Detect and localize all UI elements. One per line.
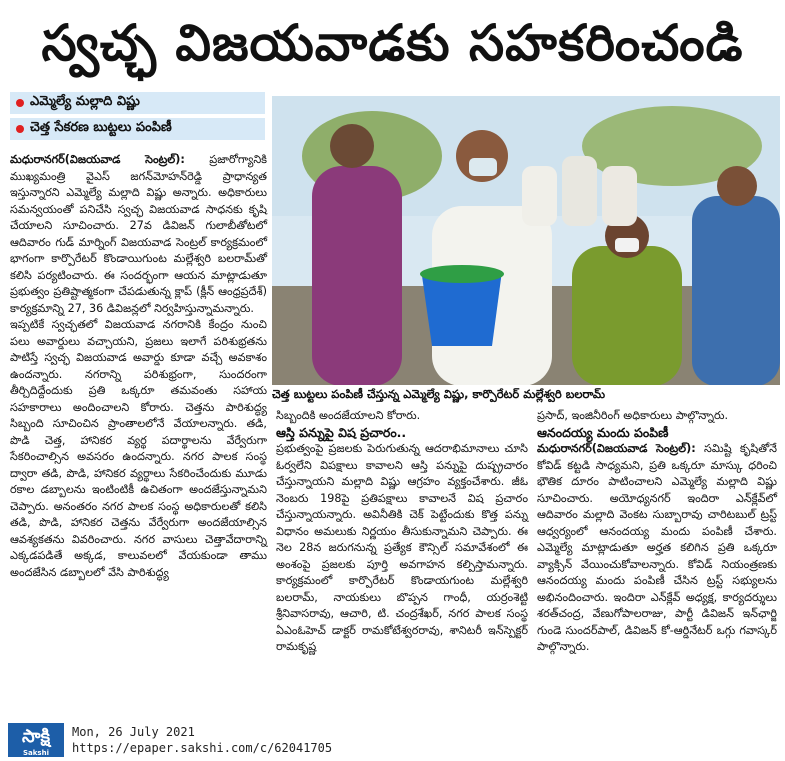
article-column-1 (10, 152, 267, 581)
edition-date: Mon, 26 July 2021 (72, 725, 195, 739)
logo-subtext: Sakshi (23, 749, 49, 757)
photo-caption: చెత్త బుట్టలు పంపిణీ చేస్తున్న ఎమ్మెల్యే విష్ణు, కార్పొరేటర్ మల్లేశ్వరి బలరామ్ (272, 385, 780, 403)
bullet-item (10, 92, 265, 114)
subheading: ఆనందయ్య మందు పంపిణీ (537, 424, 669, 440)
subheading: ఆస్తి పన్నుపై విష ప్రచారం.. (276, 424, 407, 440)
article-paragraph (10, 152, 267, 317)
headline: స్వచ్ఛ విజయవాడకు సహకరించండి (41, 14, 744, 72)
photo-illustration (272, 96, 780, 386)
dateline: మధురానగర్(విజయవాడ సెంట్రల్): (10, 153, 185, 166)
news-photo (272, 96, 780, 386)
bullet-text: ఎమ్మెల్యే మల్లాది విష్ణు (30, 94, 140, 109)
footer (0, 717, 785, 761)
article-column-3 (537, 408, 777, 656)
article-column-2 (276, 408, 528, 656)
article-paragraph: సిబ్బందికి అందజేయాలని కోరారు. (276, 409, 421, 422)
epaper-link[interactable]: https://epaper.sakshi.com/c/62041705 (72, 741, 333, 755)
article-paragraph (537, 441, 777, 656)
article-paragraph: ఇప్పటికే స్వచ్ఛతలో విజయవాడ నగరానికి కేంద్రం నుంచి పలు అవార్డులు వచ్చాయని, ప్రజలు ఇలాగే పరిశుభ్రతను పాటిస్తే స్వచ్ఛ విజయవాడ అవార్డు కూడా వచ్చే అవకాశం ఉందన్నారు. నగరాన్ని పరిశుభ్రంగా, సుందరంగా తీర్చిదిద్దేందుకు ప్రతి ఒక్కరూ తమవంతు సహాయ సహకారాలు అందించాలని కోరారు. చెత్తను పారిశుద్ధ్య సిబ్బంది సూచించిన ప్రాంతాలలోనే వేయాలన్నారు. తడి, పొడి చెత్త, హానికర వ్యర్థ పదార్థాలను వేర్వేరుగా సేకరించాల్సిన అవసరం ఉందన్నారు. నగర పాలక సంస్థ ద్వారా తడి, పొడి, హానికర వ్యర్థాలు సేకరించేందుకు మూడు రకాల డబ్బాలను ఇంటింటికీ ఉచితంగా అందజేస్తున్నామని చెప్పారు. అనంతరం నగర పాలక సంస్థ అధికారులతో కలిసి తడి, పొడి, హానికర చెత్తను వేర్వేరుగా అందజేయాల్సిన ఆవశ్యకతను వివరించారు. నగర వాసులు చెత్తావేదారాన్ని ఎక్కడపడితే అక్కడ, కాలువలలో వేయకుండా తాము అందజేసిన డబ్బాలలో వేసి పారిశుద్ధ్య (10, 318, 267, 579)
bullet-item (10, 118, 265, 140)
paragraph-text: ప్రజారోగ్యానికి ముఖ్యమంత్రి వైఎస్ జగన్‌మోహన్‌రెడ్డి ప్రాధాన్యత ఇస్తున్నారని ఎమ్మెల్యే మల్లాది విష్ణు అన్నారు. అధికారులు సమన్వయంతో పనిచేసి స్వచ్ఛ విజయవాడ సాధనకు కృషి చేయాలని సూచించారు. 27వ డివిజన్ గులాబీతోటలో ఆదివారం గుడ్ మార్నింగ్ విజయవాడ సెంట్రల్ కార్యక్రమంలో భాగంగా కార్పొరేటర్ కొండాయిగుంట మల్లేశ్వరి బలరామ్‌తో కలిసి పర్యటించారు. ఈ సందర్భంగా ఆయన మాట్లాడుతూ ప్రభుత్వం ప్రతిష్టాత్మకంగా చేపడుతున్న క్లాప్ (క్లీన్ ఆంధ్రప్రదేశ్) కార్యక్రమాన్ని 27, 36 డివిజన్లలో నిర్వహిస్తున్నామన్నారు. (10, 153, 268, 315)
paragraph-text: సమిష్టి కృషితోనే కోవిడ్ కట్టడి సాధ్యమని, ప్రతి ఒక్కరూ మాస్కు ధరించి భౌతిక దూరం పాటించాలని ఎమ్మెల్యే మల్లాది విష్ణు సూచించారు. అయోధ్యనగర్ ఇందిరా ఎన్‌క్లేవ్‌లో ఆదివారం మల్లాది వెంకట సుబ్బారావు చారిటబుల్ ట్రస్ట్ ఆధ్వర్యంలో ఆనందయ్య మందు పంపిణీ చేశారు. ఎమ్మెల్యే మాట్లాడుతూ అర్హత కలిగిన ప్రతి ఒక్కరూ వ్యాక్సిన్ వేయించుకోవాలన్నారు. కోవిడ్ నియంత్రణకు ఆనందయ్య మందు పంపిణీ చేసిన ట్రస్ట్ సభ్యులను అభినందించారు. ఇందిరా ఎన్‌క్లేవ్ అధ్యక్ష, కార్యదర్శులు శరత్‌చంద్ర, వేణుగోపాలరాజు, పార్టీ డివిజన్ ఇన్‌ఛార్జి గుండె సుందర్‌పాల్, డివిజన్ కో-ఆర్డినేటర్ ఒగ్గు గవాస్కర్ పాల్గొన్నారు. (537, 442, 777, 653)
bullet-dot-icon (16, 125, 24, 133)
article-paragraph: ప్రసాద్, ఇంజినీరింగ్ అధికారులు పాల్గొన్నారు. (537, 409, 729, 422)
bullet-text: చెత్త సేకరణ బుట్టలు పంపిణీ (30, 120, 172, 135)
logo-text: సాక్షి (22, 726, 50, 747)
dateline: మధురానగర్(విజయవాడ సెంట్రల్): (537, 442, 696, 455)
sakshi-logo (8, 723, 64, 757)
bullet-list (10, 92, 265, 144)
bullet-dot-icon (16, 99, 24, 107)
article-paragraph: ప్రభుత్వంపై ప్రజలకు పెరుగుతున్న ఆదరాభిమానాలు చూసి ఓర్వలేని విపక్షాలు కావాలని ఆస్తి పన్నుపై దుష్ప్రచారం చేస్తున్నాయని మల్లాది విష్ణు ఆగ్రహం వ్యక్తంచేశారు. జీఓ నెంబరు 198పై ప్రతిపక్షాలు కావాలనే విష ప్రచారం చేస్తున్నాయన్నారు. అవినీతికి చెక్ పెట్టేందుకు కొత్త పన్ను విధానం అమలుకు నిర్ణయం తీసుకున్నామని చెప్పారు. ఈ నెల 28న జరుగనున్న ప్రత్యేక కౌన్సిల్ సమావేశంలో ఈ అంశంపై ప్రజలకు పూర్తి అవగాహన కల్పిస్తామన్నారు. కార్యక్రమంలో కార్పొరేటర్ కొండాయగుంట మల్లేశ్వరి బలరామ్, నాయకులు బొప్పన గాంధీ, యర్రంశెట్టి శ్రీనివాసరావు, ఆచారి, టి. చంద్రశేఖర్, నగర పాలక సంస్థ ఏఎంఓహెచ్ డాక్టర్ రామకోటేశ్వరరావు, శానిటరీ ఇన్‌స్పెక్టర్ రామకృష్ణ (276, 442, 528, 653)
